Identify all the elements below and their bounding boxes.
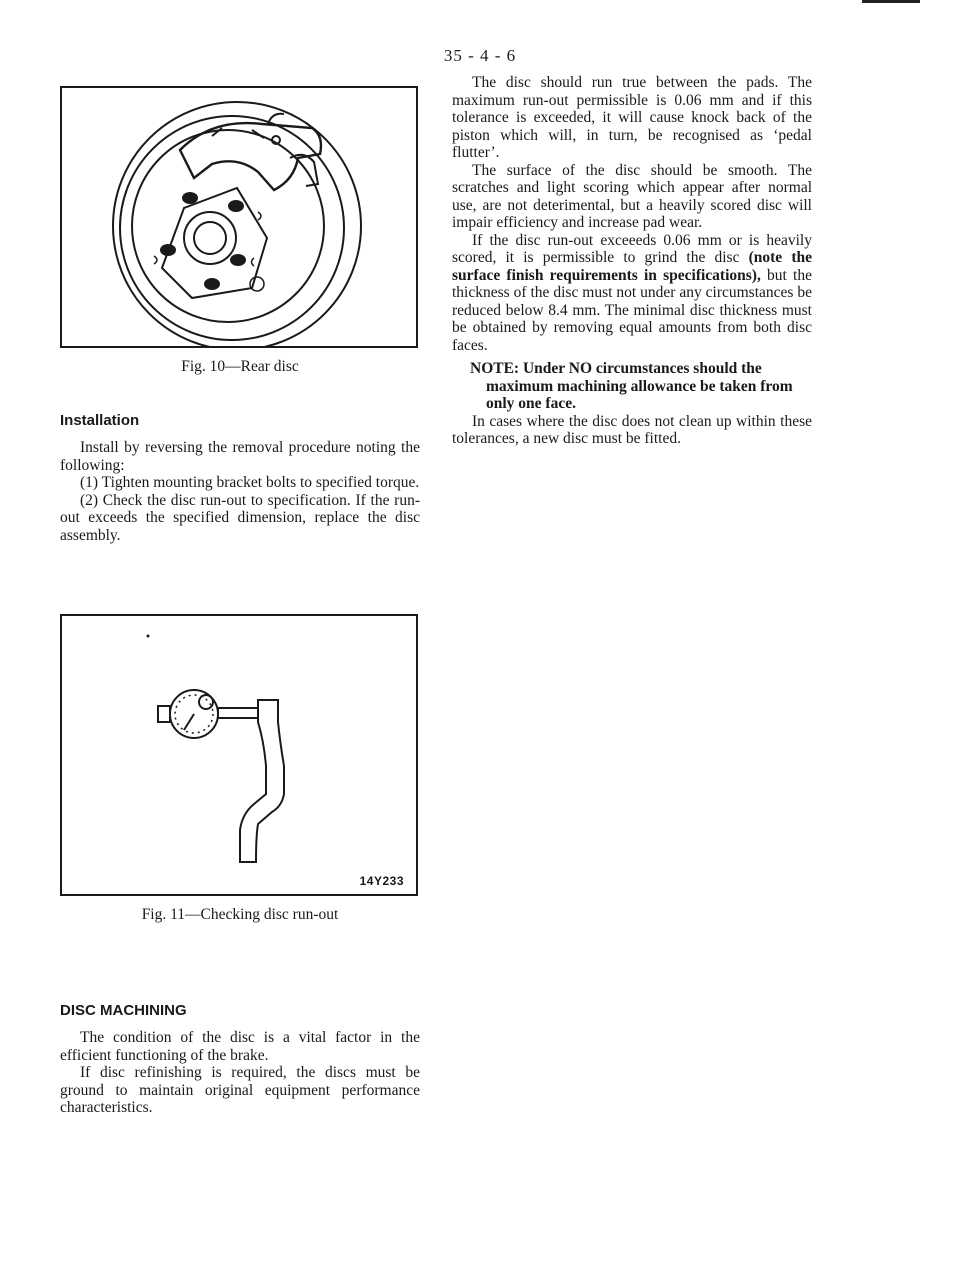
gauge-arm [218,708,258,718]
fig11-caption: Fig. 11—Checking disc run-out [141,906,339,923]
disc-locating-hole [250,277,264,291]
right-column [452,74,812,448]
page-number: 35 - 4 - 6 [443,46,517,65]
installation-item-2: (2) Check the disc run-out to specification. If the run-out exceeds the specified dimension, replace the disc assembly. [60,491,420,544]
stray-dot [147,635,150,638]
dial-small-face [199,695,213,709]
figure-checking-runout [60,614,418,896]
tolerance-para: In cases where the disc does not clean up within these tolerances, a new disc must be fitted. [452,412,812,447]
figure-code: 14Y233 [359,874,404,888]
caliper-detail [212,128,264,138]
left-column [60,86,420,1117]
hub-center-inner [194,222,226,254]
disc-outer-ring [120,116,344,340]
wheel-stud-1 [182,192,198,204]
hub-mark-3 [252,258,255,266]
grinding-text-2: but the thickness of the disc must not under any circumstances be reduced below 8.4 mm. The minimal disc thickness must be obtained by removing equal amounts from both disc faces. [452,266,812,354]
mounting-bracket [240,700,284,862]
disc-hat-ring [132,130,324,322]
runout-para: The disc should run true between the pads. The maximum run-out permissible is 0.06 mm and if this tolerance is exceeded, it will cause knock back of the piston which will, in turn, be recognised as ‘pedal flutter’. [452,74,812,161]
hub-mark-2 [154,256,157,264]
figure-rear-disc [60,86,418,348]
hub-center-outer [184,212,236,264]
rear-disc-illustration [62,88,416,346]
wheel-stud-3 [160,244,176,256]
installation-intro: Install by reversing the removal procedure noting the following: [60,439,420,474]
grinding-para [452,232,812,355]
dial-indicator-illustration [62,616,416,894]
disc-machining-para-2: If disc refinishing is required, the discs must be ground to maintain original equipment performance characteristics. [60,1064,420,1116]
top-corner-rule [862,0,920,3]
dial-needle [184,714,194,730]
disc-machining-para-1: The condition of the disc is a vital factor in the efficient functioning of the brake. [60,1029,420,1064]
dial-stem [158,706,170,722]
surface-para: The surface of the disc should be smooth. The scratches and light scoring which appear after normal use, are not deterimental, but a heavily scored disc will impair efficiency and increase pad wear. [452,161,812,231]
wheel-stud-4 [230,254,246,266]
wheel-stud-2 [228,200,244,212]
machining-note: NOTE: Under NO circumstances should the maximum machining allowance be taken from only one face. [470,360,793,412]
installation-heading: Installation [60,412,140,429]
installation-item-1: (1) Tighten mounting bracket bolts to specified torque. [80,474,420,491]
grinding-bold-note: (note the surface finish requirements in specifications), [452,249,812,284]
hub-mark-1 [258,212,261,220]
disc-machining-heading: DISC MACHINING [60,1002,187,1019]
fig10-caption: Fig. 10—Rear disc [181,358,299,375]
wheel-stud-5 [204,278,220,290]
grinding-text-1: If the disc run-out exceeeds 0.06 mm or is heavily scored, it is permissible to grind the disc [452,231,812,266]
